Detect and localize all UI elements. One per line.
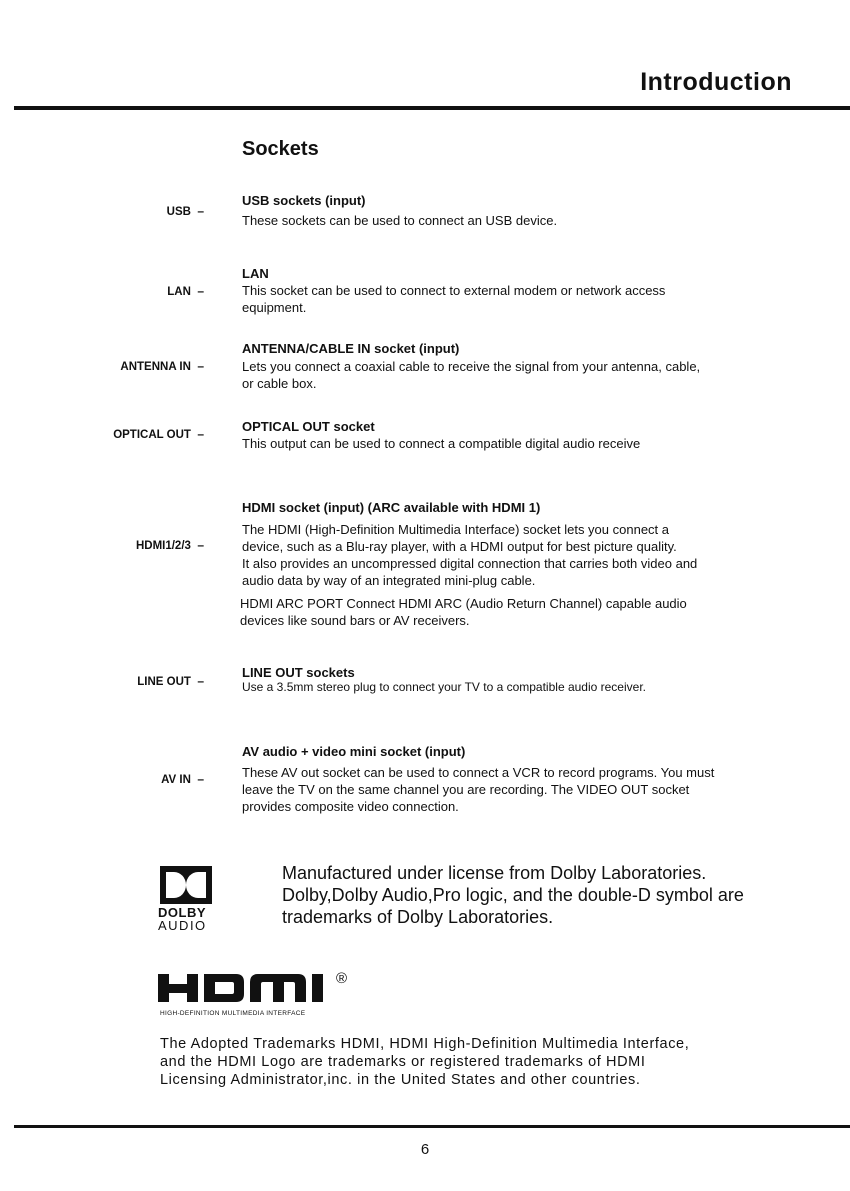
footer-rule xyxy=(14,1125,850,1128)
socket-desc-line: or cable box. xyxy=(242,376,317,391)
dolby-line: Manufactured under license from Dolby Laboratories. xyxy=(282,863,707,883)
socket-line-out xyxy=(242,665,772,695)
socket-label-lan: LAN – xyxy=(167,284,204,298)
socket-label-line-out: LINE OUT – xyxy=(137,674,204,688)
header-rule xyxy=(14,106,850,110)
socket-title: HDMI socket (input) (ARC available with HDMI 1) xyxy=(242,500,541,515)
socket-desc-line: provides composite video connection. xyxy=(242,799,459,814)
socket-title: USB sockets (input) xyxy=(242,193,366,208)
hdmi-logo-subtitle: HIGH-DEFINITION MULTIMEDIA INTERFACE xyxy=(160,1010,306,1017)
hdmi-line: Licensing Administrator,inc. in the United States and other countries. xyxy=(160,1072,641,1088)
dolby-license-text xyxy=(282,862,782,928)
socket-title: OPTICAL OUT socket xyxy=(242,419,375,434)
socket-desc-line: devices like sound bars or AV receivers. xyxy=(240,613,470,628)
hdmi-logo xyxy=(158,970,348,1011)
hdmi-line: The Adopted Trademarks HDMI, HDMI High-Definition Multimedia Interface, xyxy=(160,1036,690,1052)
socket-title: LINE OUT sockets xyxy=(242,665,355,680)
socket-usb xyxy=(242,192,772,229)
page-number: 6 xyxy=(420,1141,430,1158)
socket-desc-line: Use a 3.5mm stereo plug to connect your TV to a compatible audio receiver. xyxy=(242,680,646,694)
socket-desc-line: audio data by way of an integrated mini-plug cable. xyxy=(242,573,536,588)
socket-label-usb: USB – xyxy=(166,204,204,218)
socket-desc-line: leave the TV on the same channel you are recording. The VIDEO OUT socket xyxy=(242,782,690,797)
socket-antenna xyxy=(242,340,772,392)
socket-title: AV audio + video mini socket (input) xyxy=(242,744,466,759)
dolby-audio-logo xyxy=(158,866,214,933)
socket-desc-line: HDMI ARC PORT Connect HDMI ARC (Audio Return Channel) capable audio xyxy=(240,596,687,611)
socket-desc-line: This output can be used to connect a compatible digital audio receive xyxy=(242,436,641,451)
socket-label-av-in: AV IN – xyxy=(161,772,204,786)
dolby-double-d-icon xyxy=(160,866,212,904)
socket-optical xyxy=(242,418,772,452)
socket-desc-line: It also provides an uncompressed digital connection that carries both video and xyxy=(242,556,698,571)
socket-hdmi xyxy=(242,499,772,629)
socket-desc-line: Lets you connect a coaxial cable to receive the signal from your antenna, cable, xyxy=(242,359,701,374)
socket-av-in xyxy=(242,743,772,815)
dolby-logo-subtext: AUDIO xyxy=(158,918,207,933)
socket-label-hdmi: HDMI1/2/3 – xyxy=(135,538,204,552)
socket-desc-line: This socket can be used to connect to external modem or network access xyxy=(242,283,666,298)
registered-mark: ® xyxy=(336,970,348,987)
dolby-line: Dolby,Dolby Audio,Pro logic, and the double-D symbol are xyxy=(282,885,744,905)
page-header-title: Introduction xyxy=(640,68,792,96)
hdmi-wordmark-icon xyxy=(158,970,338,1006)
socket-desc-line: device, such as a Blu-ray player, with a HDMI output for best picture quality. xyxy=(242,539,677,554)
socket-label-antenna: ANTENNA IN – xyxy=(120,359,204,373)
hdmi-trademark-text xyxy=(160,1035,780,1089)
socket-label-optical: OPTICAL OUT – xyxy=(113,427,204,441)
hdmi-line: and the HDMI Logo are trademarks or registered trademarks of HDMI xyxy=(160,1054,646,1070)
socket-desc-line: These AV out socket can be used to connect a VCR to record programs. You must xyxy=(242,765,715,780)
section-title: Sockets xyxy=(242,138,319,160)
socket-desc-line: The HDMI (High-Definition Multimedia Interface) socket lets you connect a xyxy=(242,522,670,537)
dolby-line: trademarks of Dolby Laboratories. xyxy=(282,907,554,927)
socket-desc-line: equipment. xyxy=(242,300,307,315)
socket-title: ANTENNA/CABLE IN socket (input) xyxy=(242,341,460,356)
socket-lan xyxy=(242,265,772,316)
socket-title: LAN xyxy=(242,266,269,281)
dolby-logo-text: DOLBY xyxy=(158,905,206,920)
socket-desc-line: These sockets can be used to connect an USB device. xyxy=(242,213,558,228)
